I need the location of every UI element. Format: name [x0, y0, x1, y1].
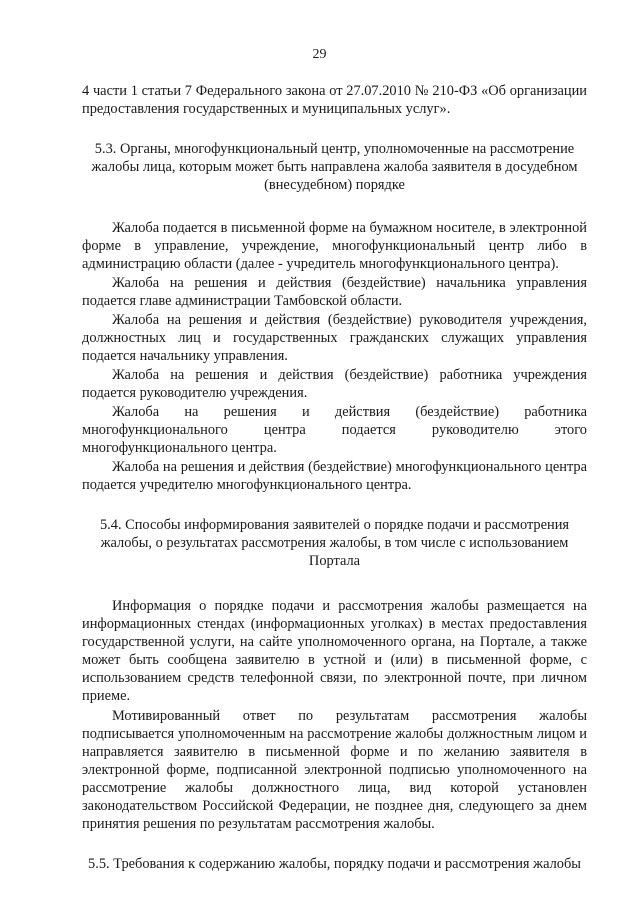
- section-5-3-paragraph: Жалоба на решения и действия (бездействие) работника многофункционального центра подается руководителю этого многофункционального центра.: [82, 404, 587, 456]
- section-5-3-heading: 5.3. Органы, многофункциональный центр, уполномоченные на рассмотрение жалобы лица, которым может быть направлена жалоба заявителя в досудебном (внесудебном) порядке: [91, 141, 578, 193]
- section-5-3-paragraph: Жалоба на решения и действия (бездействие) начальника управления подается главе администрации Тамбовской области.: [82, 275, 587, 309]
- section-5-3-paragraph: Жалоба на решения и действия (бездействие) руководителя учреждения, должностных лиц и государственных гражданских служащих управления подается начальнику управления.: [82, 312, 587, 364]
- intro-paragraph: 4 части 1 статьи 7 Федерального закона от 27.07.2010 № 210-ФЗ «Об организации предоставления государственных и муниципальных услуг».: [82, 83, 587, 117]
- section-5-4-heading: 5.4. Способы информирования заявителей о порядке подачи и рассмотрения жалобы, о результатах рассмотрения жалобы, в том числе с использованием Портала: [99, 517, 570, 569]
- section-5-4-paragraph: Информация о порядке подачи и рассмотрения жалобы размещается на информационных стендах (информационных уголках) в местах предоставления государственной услуги, на сайте уполномоченного органа, на Портале, а также может быть сообщена заявителю в устной и (или) в письменной форме, с использованием средств телефонной связи, по электронной почте, при личном приеме.: [82, 598, 587, 704]
- section-5-3-paragraph: Жалоба на решения и действия (бездействие) многофункционального центра подается учредителю многофункционального центра.: [82, 459, 587, 493]
- section-5-3-paragraph: Жалоба подается в письменной форме на бумажном носителе, в электронной форме в управление, учреждение, многофункциональный центр либо в администрацию области (далее - учредитель многофункционального центра).: [82, 220, 587, 272]
- section-5-3-paragraph: Жалоба на решения и действия (бездействие) работника учреждения подается руководителю учреждения.: [82, 367, 587, 401]
- page-content: [82, 82, 587, 873]
- section-5-5-heading: 5.5. Требования к содержанию жалобы, порядку подачи и рассмотрения жалобы: [88, 856, 581, 872]
- page-number: 29: [312, 47, 327, 62]
- section-5-4-paragraph: Мотивированный ответ по результатам рассмотрения жалобы подписывается уполномоченным на рассмотрение жалобы должностным лицом и направляется заявителю в письменной форме и по желанию заявителя в электронной форме, подписанной электронной подписью уполномоченного на рассмотрение жалобы должностного лица, вид которой установлен законодательством Российской Федерации, не позднее дня, следующего за днем принятия решения по результатам рассмотрения жалобы.: [82, 708, 587, 832]
